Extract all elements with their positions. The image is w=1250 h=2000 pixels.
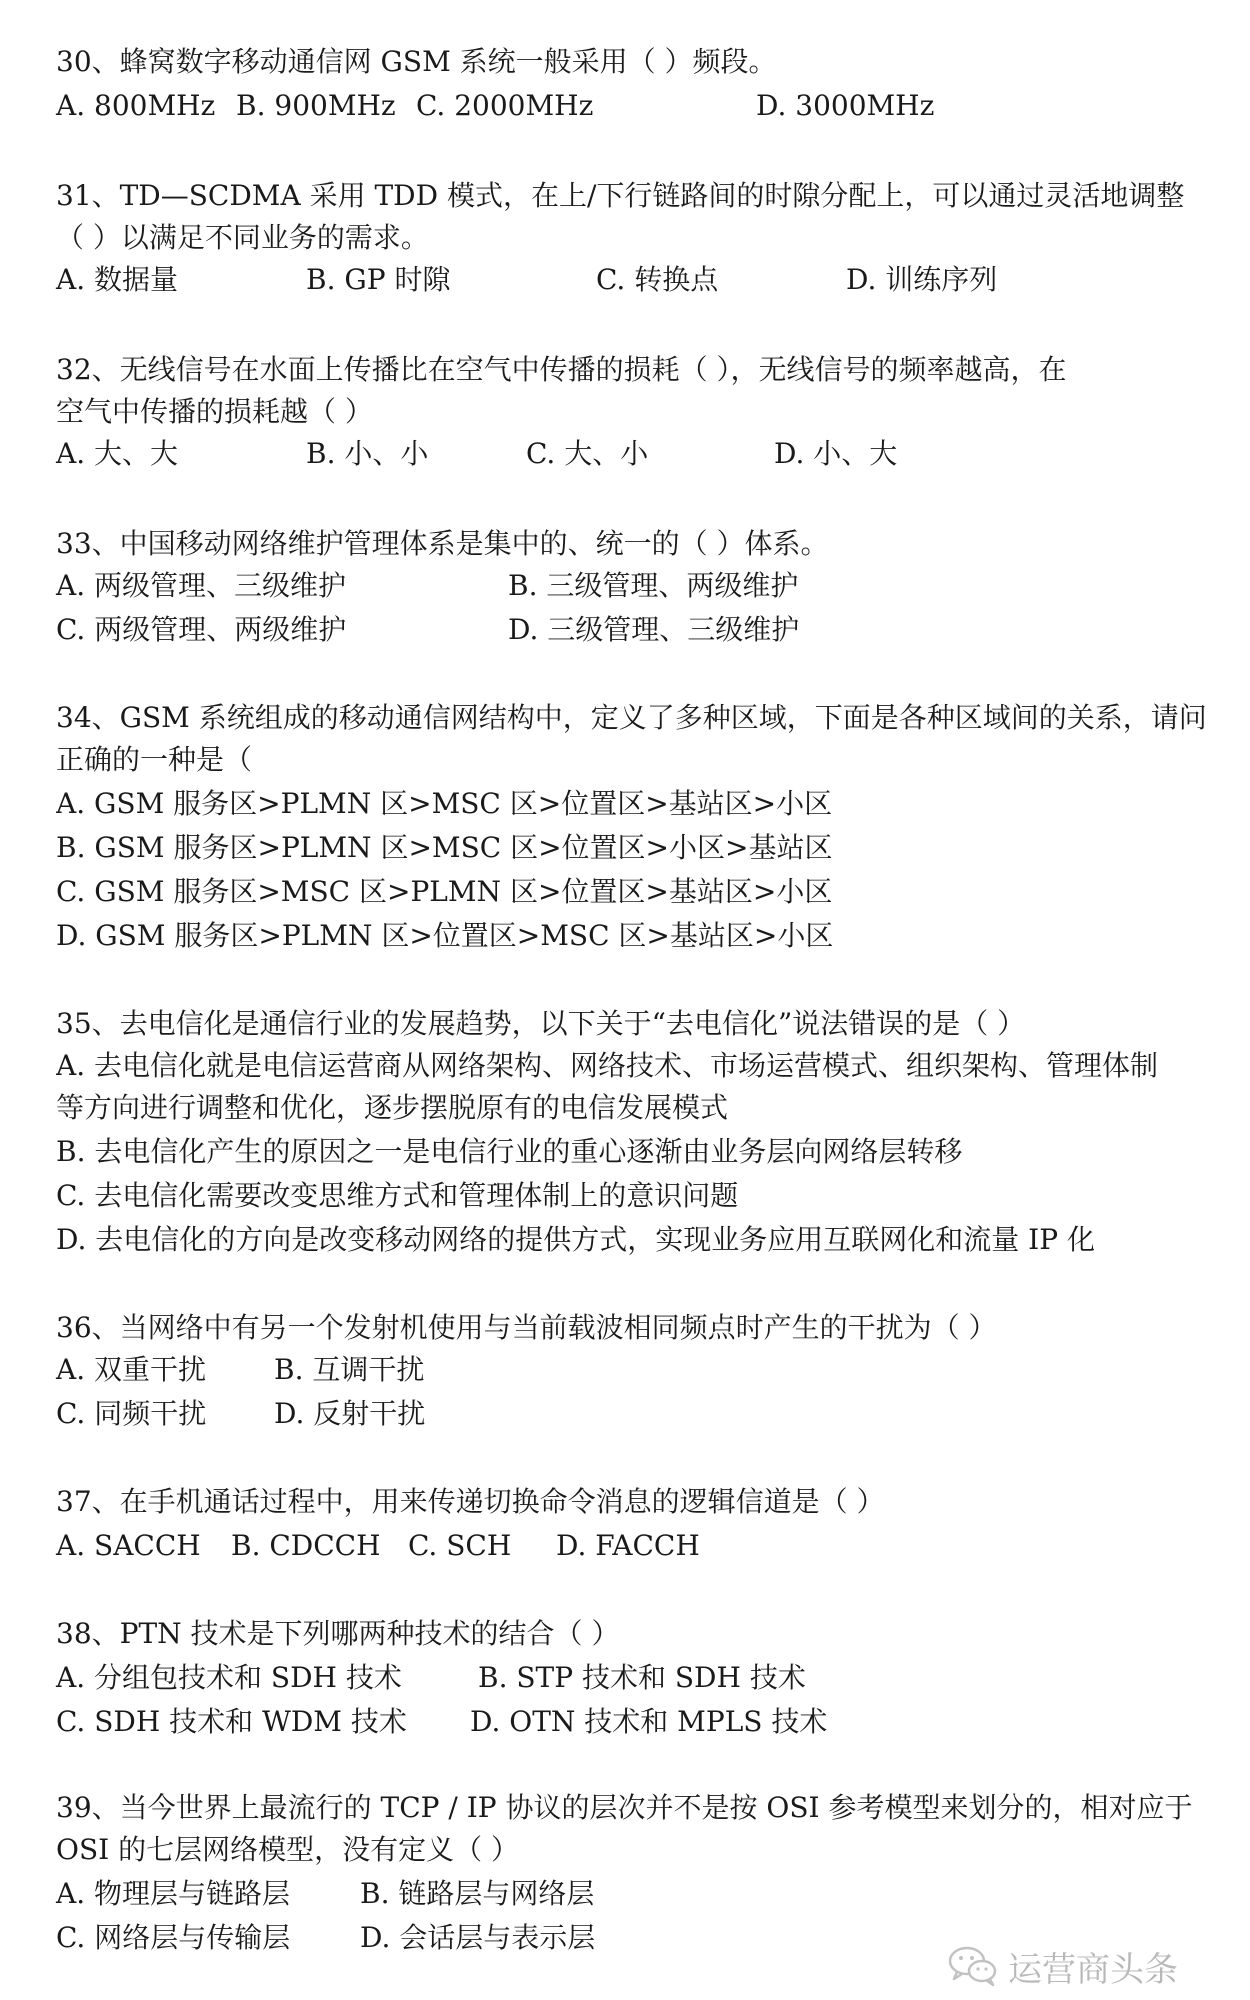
- option-b: B. GSM 服务区>PLMN 区>MSC 区>位置区>小区>基站区: [56, 831, 833, 864]
- question-39-stem: 39、当今世界上最流行的 TCP / IP 协议的层次并不是按 OSI 参考模型来划分的，相对应于: [56, 1791, 1193, 1824]
- option-d: D. 训练序列: [846, 263, 998, 296]
- question-35-stem: 35、去电信化是通信行业的发展趋势，以下关于“去电信化”说法错误的是（ ）: [56, 1007, 1026, 1040]
- option-b: B. 互调干扰: [274, 1353, 425, 1386]
- option-d: D. 去电信化的方向是改变移动网络的提供方式，实现业务应用互联网化和流量 IP 化: [56, 1223, 1095, 1256]
- question-33-stem: 33、中国移动网络维护管理体系是集中的、统一的（ ）体系。: [56, 527, 829, 560]
- question-32-stem: 32、无线信号在水面上传播比在空气中传播的损耗（ ），无线信号的频率越高，在: [56, 353, 1067, 386]
- option-b: B. 去电信化产生的原因之一是电信行业的重心逐渐由业务层向网络层转移: [56, 1135, 963, 1168]
- option-a: A. 两级管理、三级维护: [56, 569, 347, 602]
- option-c: C. 大、小: [526, 437, 649, 470]
- option-a: A. GSM 服务区>PLMN 区>MSC 区>位置区>基站区>小区: [56, 787, 833, 820]
- option-c: C. 两级管理、两级维护: [56, 613, 347, 646]
- question-37-stem: 37、在手机通话过程中，用来传递切换命令消息的逻辑信道是（ ）: [56, 1485, 885, 1518]
- option-b: B. CDCCH: [231, 1529, 381, 1562]
- option-d: D. GSM 服务区>PLMN 区>位置区>MSC 区>基站区>小区: [56, 919, 834, 952]
- wechat-icon: [948, 1945, 998, 1987]
- option-d: D. 三级管理、三级维护: [508, 613, 800, 646]
- option-d: D. 会话层与表示层: [360, 1921, 596, 1954]
- option-a: A. 大、大: [56, 437, 179, 470]
- question-34-stem-cont: 正确的一种是（: [56, 743, 253, 776]
- question-32-stem-cont: 空气中传播的损耗越（ ）: [56, 395, 373, 428]
- option-c: C. GSM 服务区>MSC 区>PLMN 区>位置区>基站区>小区: [56, 875, 833, 908]
- option-c: C. 去电信化需要改变思维方式和管理体制上的意识问题: [56, 1179, 739, 1212]
- option-d: D. FACCH: [556, 1529, 700, 1562]
- question-31-stem: 31、TD—SCDMA 采用 TDD 模式，在上/下行链路间的时隙分配上，可以通过灵活地调整: [56, 179, 1185, 212]
- option-a: A. 去电信化就是电信运营商从网络架构、网络技术、市场运营模式、组织架构、管理体制: [56, 1049, 1159, 1082]
- question-36-stem: 36、当网络中有另一个发射机使用与当前载波相同频点时产生的干扰为（ ）: [56, 1311, 997, 1344]
- option-a: A. 数据量: [56, 263, 179, 296]
- option-b: B. 900MHz: [236, 89, 396, 122]
- option-d: D. 3000MHz: [756, 89, 935, 122]
- option-b: B. 链路层与网络层: [360, 1877, 595, 1910]
- option-a: A. 分组包技术和 SDH 技术: [56, 1661, 402, 1694]
- watermark: [948, 1938, 1178, 1994]
- option-c: C. SCH: [408, 1529, 512, 1562]
- option-d: D. OTN 技术和 MPLS 技术: [470, 1705, 828, 1738]
- option-b: B. 三级管理、两级维护: [508, 569, 799, 602]
- option-b: B. 小、小: [306, 437, 429, 470]
- question-38-stem: 38、PTN 技术是下列哪两种技术的结合（ ）: [56, 1617, 620, 1650]
- question-30-stem: 30、蜂窝数字移动通信网 GSM 系统一般采用（ ）频段。: [56, 45, 777, 78]
- option-b: B. GP 时隙: [306, 263, 451, 296]
- option-a-cont: 等方向进行调整和优化，逐步摆脱原有的电信发展模式: [56, 1091, 729, 1124]
- option-d: D. 小、大: [774, 437, 898, 470]
- question-39-stem-cont: OSI 的七层网络模型，没有定义（ ）: [56, 1833, 519, 1866]
- option-c: C. 同频干扰: [56, 1397, 207, 1430]
- option-c: C. 转换点: [596, 263, 719, 296]
- option-a: A. SACCH: [56, 1529, 201, 1562]
- option-a: A. 800MHz: [56, 89, 216, 122]
- option-c: C. 2000MHz: [416, 89, 594, 122]
- option-a: A. 物理层与链路层: [56, 1877, 291, 1910]
- question-31-stem-cont: （ ）以满足不同业务的需求。: [56, 221, 429, 254]
- option-c: C. 网络层与传输层: [56, 1921, 291, 1954]
- option-c: C. SDH 技术和 WDM 技术: [56, 1705, 407, 1738]
- option-a: A. 双重干扰: [56, 1353, 207, 1386]
- question-34-stem: 34、GSM 系统组成的移动通信网结构中，定义了多种区域，下面是各种区域间的关系，请问: [56, 701, 1207, 734]
- option-d: D. 反射干扰: [274, 1397, 426, 1430]
- option-b: B. STP 技术和 SDH 技术: [478, 1661, 806, 1694]
- watermark-text: 运营商头条: [1008, 1949, 1178, 1990]
